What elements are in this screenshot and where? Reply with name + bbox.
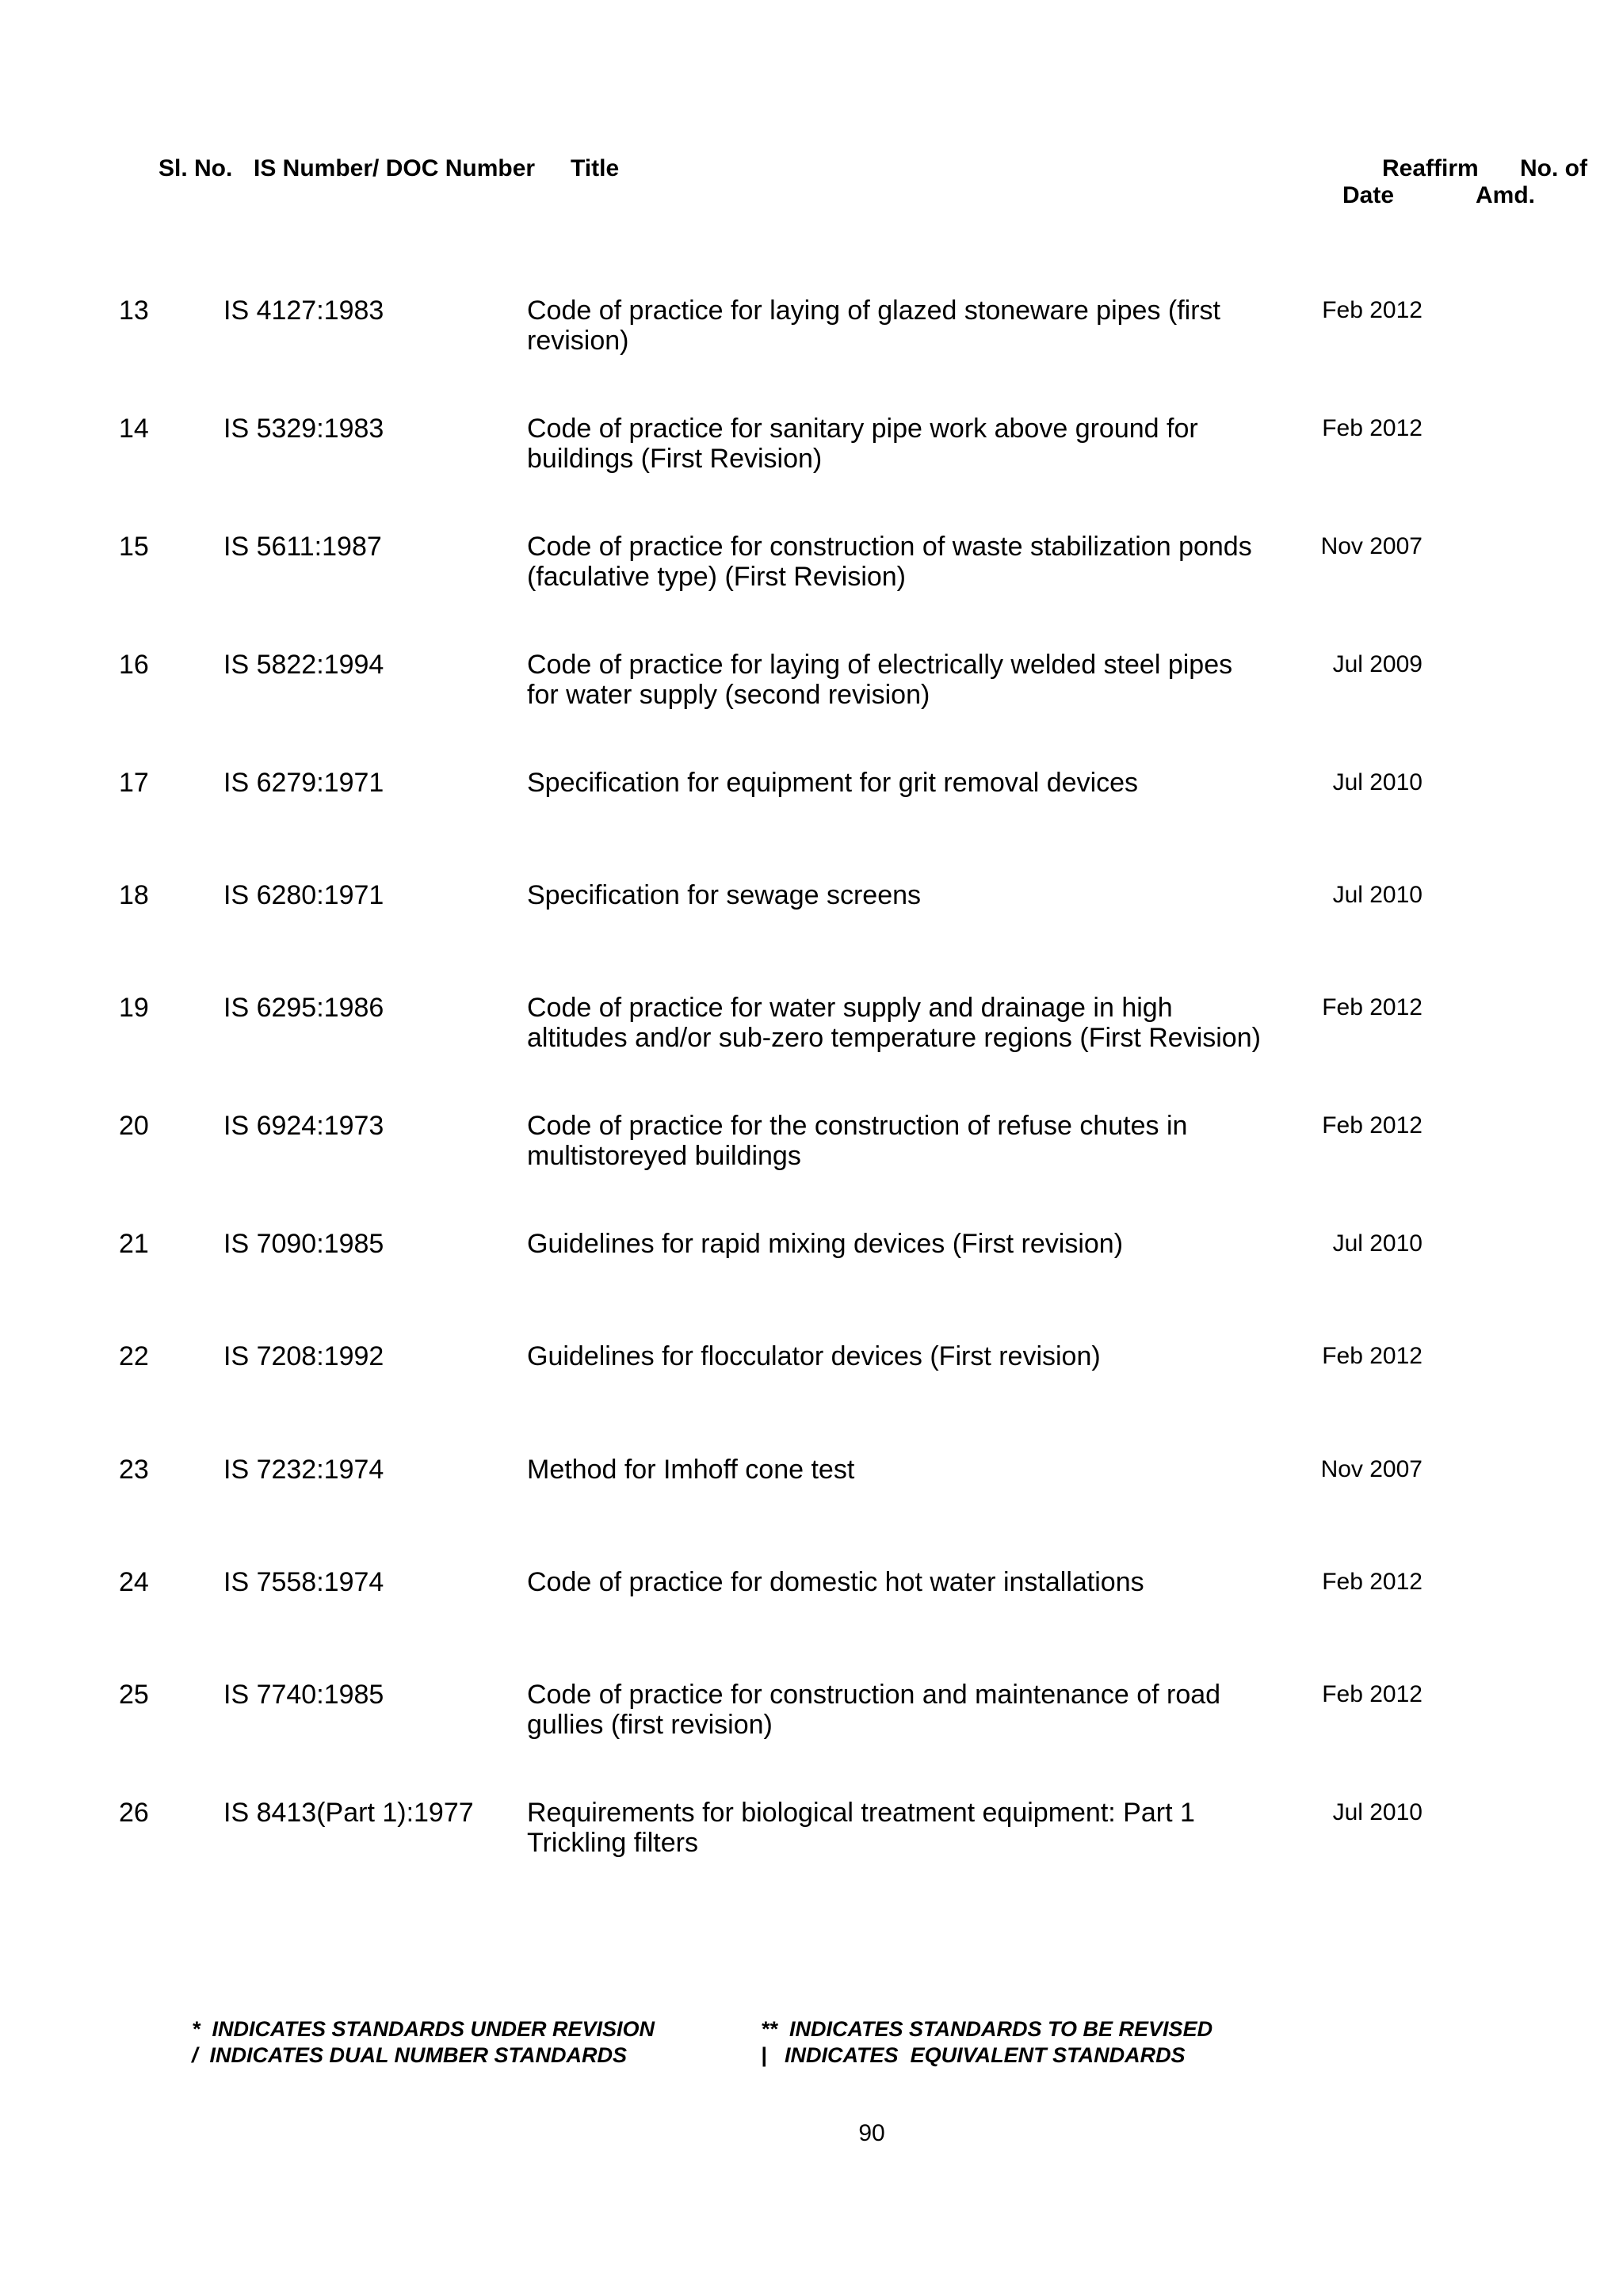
reaffirm-date-cell: Jul 2010 xyxy=(1332,769,1423,795)
reaffirm-date-cell: Feb 2012 xyxy=(1322,1569,1423,1595)
is-number-cell: IS 5329:1983 xyxy=(223,414,384,444)
reaffirm-date-cell: Jul 2010 xyxy=(1332,1230,1423,1257)
reaffirm-date-cell: Nov 2007 xyxy=(1320,1456,1423,1482)
reaffirm-date-cell: Jul 2010 xyxy=(1332,882,1423,908)
header-amd: Amd. xyxy=(1476,182,1535,208)
reaffirm-date-cell: Jul 2009 xyxy=(1332,651,1423,677)
header-is-number: IS Number/ DOC Number xyxy=(254,155,536,181)
table-row xyxy=(0,414,1623,493)
legend-under-revision: * INDICATES STANDARDS UNDER REVISION xyxy=(192,2017,655,2041)
sl-no-cell: 13 xyxy=(119,296,149,326)
table-row xyxy=(0,1455,1623,1534)
legend-to-be-revised: ** INDICATES STANDARDS TO BE REVISED xyxy=(761,2017,1213,2041)
sl-no-cell: 17 xyxy=(119,768,149,798)
table-row xyxy=(0,1567,1623,1646)
is-number-cell: IS 7090:1985 xyxy=(223,1229,384,1259)
reaffirm-date-cell: Nov 2007 xyxy=(1320,533,1423,559)
table-row xyxy=(0,993,1623,1072)
sl-no-cell: 23 xyxy=(119,1455,149,1485)
sl-no-cell: 14 xyxy=(119,414,149,444)
sl-no-cell: 18 xyxy=(119,880,149,910)
is-number-cell: IS 6280:1971 xyxy=(223,880,384,910)
title-cell: Code of practice for construction of waste stabilization ponds (faculative type) (First Revision) xyxy=(527,532,1267,592)
page-number: 90 xyxy=(858,2120,885,2146)
is-number-cell: IS 7232:1974 xyxy=(223,1455,384,1485)
table-row xyxy=(0,650,1623,729)
table-row xyxy=(0,1111,1623,1190)
sl-no-cell: 25 xyxy=(119,1680,149,1710)
is-number-cell: IS 7558:1974 xyxy=(223,1567,384,1597)
is-number-cell: IS 6279:1971 xyxy=(223,768,384,798)
table-row xyxy=(0,1798,1623,1877)
reaffirm-date-cell: Feb 2012 xyxy=(1322,297,1423,323)
table-row xyxy=(0,768,1623,847)
header-no-of: No. of xyxy=(1520,155,1587,181)
title-cell: Specification for equipment for grit removal devices xyxy=(527,768,1139,798)
title-cell: Code of practice for sanitary pipe work above ground for buildings (First Revision) xyxy=(527,414,1198,474)
title-cell: Requirements for biological treatment equipment: Part 1 Trickling filters xyxy=(527,1798,1195,1858)
is-number-cell: IS 5822:1994 xyxy=(223,650,384,680)
is-number-cell: IS 6295:1986 xyxy=(223,993,384,1023)
sl-no-cell: 16 xyxy=(119,650,149,680)
title-cell: Code of practice for construction and maintenance of road gullies (first revision) xyxy=(527,1680,1221,1740)
reaffirm-date-cell: Feb 2012 xyxy=(1322,1112,1423,1138)
is-number-cell: IS 6924:1973 xyxy=(223,1111,384,1141)
is-number-cell: IS 7208:1992 xyxy=(223,1341,384,1371)
reaffirm-date-cell: Feb 2012 xyxy=(1322,1343,1423,1369)
header-date: Date xyxy=(1342,182,1395,208)
title-cell: Guidelines for flocculator devices (First revision) xyxy=(527,1341,1101,1371)
header-reaffirm: Reaffirm xyxy=(1382,155,1479,181)
sl-no-cell: 21 xyxy=(119,1229,149,1259)
table-row xyxy=(0,1680,1623,1759)
table-row xyxy=(0,1229,1623,1308)
table-row xyxy=(0,532,1623,611)
title-cell: Code of practice for water supply and drainage in high altitudes and/or sub-zero temperature regions (First Revision) xyxy=(527,993,1261,1053)
legend-equivalent: | INDICATES EQUIVALENT STANDARDS xyxy=(761,2043,1186,2067)
table-row xyxy=(0,1341,1623,1421)
title-cell: Guidelines for rapid mixing devices (First revision) xyxy=(527,1229,1124,1259)
sl-no-cell: 24 xyxy=(119,1567,149,1597)
is-number-cell: IS 4127:1983 xyxy=(223,296,384,326)
header-sl-no: Sl. No. xyxy=(158,155,233,181)
table-row xyxy=(0,880,1623,959)
title-cell: Code of practice for the construction of refuse chutes in multistoreyed buildings xyxy=(527,1111,1188,1171)
reaffirm-date-cell: Feb 2012 xyxy=(1322,994,1423,1020)
reaffirm-date-cell: Jul 2010 xyxy=(1332,1799,1423,1825)
title-cell: Specification for sewage screens xyxy=(527,880,922,910)
reaffirm-date-cell: Feb 2012 xyxy=(1322,1681,1423,1707)
title-cell: Code of practice for laying of electrically welded steel pipes for water supply (second revision) xyxy=(527,650,1233,710)
title-cell: Code of practice for domestic hot water installations xyxy=(527,1567,1144,1597)
legend-dual-number: / INDICATES DUAL NUMBER STANDARDS xyxy=(192,2043,628,2067)
sl-no-cell: 19 xyxy=(119,993,149,1023)
is-number-cell: IS 5611:1987 xyxy=(223,532,382,562)
sl-no-cell: 15 xyxy=(119,532,149,562)
sl-no-cell: 26 xyxy=(119,1798,149,1828)
reaffirm-date-cell: Feb 2012 xyxy=(1322,415,1423,441)
is-number-cell: IS 8413(Part 1):1977 xyxy=(223,1798,474,1828)
sl-no-cell: 22 xyxy=(119,1341,149,1371)
sl-no-cell: 20 xyxy=(119,1111,149,1141)
header-title: Title xyxy=(571,155,620,181)
title-cell: Code of practice for laying of glazed stoneware pipes (first revision) xyxy=(527,296,1221,356)
table-row xyxy=(0,296,1623,375)
title-cell: Method for Imhoff cone test xyxy=(527,1455,855,1485)
is-number-cell: IS 7740:1985 xyxy=(223,1680,384,1710)
